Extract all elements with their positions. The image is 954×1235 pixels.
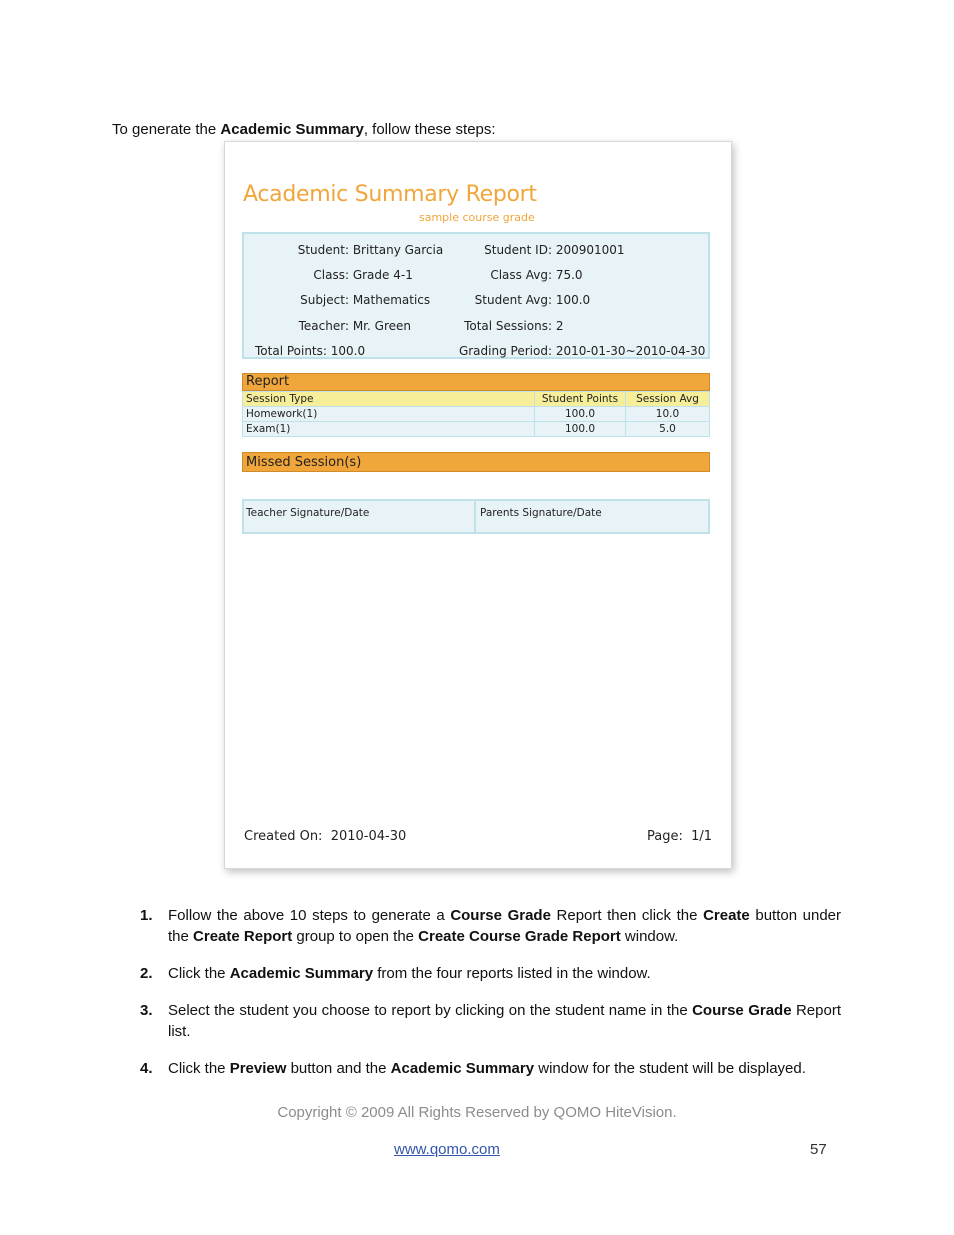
step-text: Report list. (168, 1002, 841, 1040)
step-text: group to open the (292, 928, 419, 945)
step-text: window. (620, 928, 679, 945)
cell-session-type: Homework(1) (243, 407, 535, 422)
step-bold-text: Academic Summary (229, 965, 374, 982)
teacher-signature-cell: Teacher Signature/Date (244, 501, 476, 532)
signature-box (242, 499, 710, 534)
total-points-value: 100.0 (330, 344, 366, 358)
step-item (140, 1000, 841, 1042)
cell-student-points: 100.0 (535, 422, 626, 437)
total-points-row (255, 344, 365, 358)
student-value: Brittany Garcia (352, 243, 444, 257)
header-student-points: Student Points (535, 392, 626, 407)
grading-period-label: Grading Period: (458, 344, 552, 358)
step-bold-text: Create (703, 907, 750, 924)
step-text: Select the student you choose to report by clicking on the student name in the (168, 1002, 693, 1019)
grading-period-row (456, 344, 705, 358)
step-number: 1. (140, 907, 153, 924)
copyright-text: Copyright © 2009 All Rights Reserved by QOMO HiteVision. (277, 1104, 677, 1121)
step-bold-text: Preview (229, 1060, 287, 1077)
step-bold-text: Create Course Grade Report (418, 928, 621, 945)
cell-student-points: 100.0 (535, 407, 626, 422)
student-label: Student: (297, 243, 349, 257)
class-value: Grade 4-1 (352, 268, 413, 282)
total-sessions-row (456, 319, 563, 333)
missed-sessions-heading: Missed Session(s) (242, 452, 710, 472)
teacher-label: Teacher: (298, 319, 349, 333)
teacher-row (259, 319, 411, 333)
table-row (243, 422, 710, 437)
report-section-heading: Report (242, 373, 710, 391)
step-text: from the four reports listed in the window. (373, 965, 651, 982)
subject-row (259, 293, 430, 307)
class-row (259, 268, 413, 282)
page-value: 1/1 (691, 829, 713, 844)
step-bold-text: Course Grade (692, 1002, 792, 1019)
created-on (244, 829, 406, 844)
header-session-avg: Session Avg (626, 392, 710, 407)
student-id-label: Student ID: (484, 243, 552, 257)
intro-suffix: , follow these steps: (363, 121, 496, 138)
total-points-label: Total Points: (255, 344, 327, 358)
step-number: 3. (140, 1002, 153, 1019)
report-title: Academic Summary Report (243, 182, 537, 207)
step-text: Report then click the (550, 907, 704, 924)
page-label: Page: (647, 829, 683, 844)
parents-signature-cell: Parents Signature/Date (480, 507, 602, 519)
step-number: 2. (140, 965, 153, 982)
class-avg-value: 75.0 (555, 268, 583, 282)
cell-session-avg: 10.0 (626, 407, 710, 422)
created-value: 2010-04-30 (330, 829, 407, 844)
page-number: 57 (810, 1141, 827, 1158)
cell-session-type: Exam(1) (243, 422, 535, 437)
total-sessions-value: 2 (555, 319, 564, 333)
student-avg-row (456, 293, 590, 307)
step-bold-text: Academic Summary (390, 1060, 535, 1077)
steps-list (140, 905, 841, 1079)
academic-summary-report-image (224, 141, 732, 869)
header-session-type: Session Type (243, 392, 535, 407)
teacher-value: Mr. Green (352, 319, 411, 333)
student-id-value: 200901001 (555, 243, 625, 257)
table-header-row (243, 392, 710, 407)
student-row (259, 243, 443, 257)
report-subtitle: sample course grade (419, 211, 535, 224)
step-item (140, 1058, 841, 1079)
student-avg-value: 100.0 (555, 293, 591, 307)
step-item (140, 905, 841, 947)
subject-value: Mathematics (352, 293, 431, 307)
student-id-row (456, 243, 625, 257)
subject-label: Subject: (300, 293, 349, 307)
class-avg-row (456, 268, 583, 282)
grading-period-value: 2010-01-30~2010-04-30 (555, 344, 706, 358)
created-label: Created On: (244, 829, 323, 844)
table-row (243, 407, 710, 422)
class-avg-label: Class Avg: (490, 268, 552, 282)
website-link[interactable]: www.qomo.com (394, 1141, 500, 1158)
intro-bold: Academic Summary (220, 121, 364, 138)
step-text: Follow the above 10 steps to generate a (168, 907, 451, 924)
step-text: Click the (168, 1060, 230, 1077)
cell-session-avg: 5.0 (626, 422, 710, 437)
step-text: button under the (168, 907, 842, 945)
step-text: button and the (286, 1060, 391, 1077)
step-bold-text: Course Grade (450, 907, 551, 924)
step-item (140, 963, 841, 984)
step-text: window for the student will be displayed. (534, 1060, 806, 1077)
step-number: 4. (140, 1060, 153, 1077)
session-table (242, 391, 710, 437)
total-sessions-label: Total Sessions: (464, 319, 552, 333)
step-text: Click the (168, 965, 230, 982)
step-bold-text: Create Report (193, 928, 293, 945)
report-page-number (647, 829, 712, 844)
intro-text (112, 121, 496, 138)
student-info-box (242, 232, 710, 359)
class-label: Class: (313, 268, 349, 282)
intro-prefix: To generate the (112, 121, 221, 138)
student-avg-label: Student Avg: (474, 293, 552, 307)
